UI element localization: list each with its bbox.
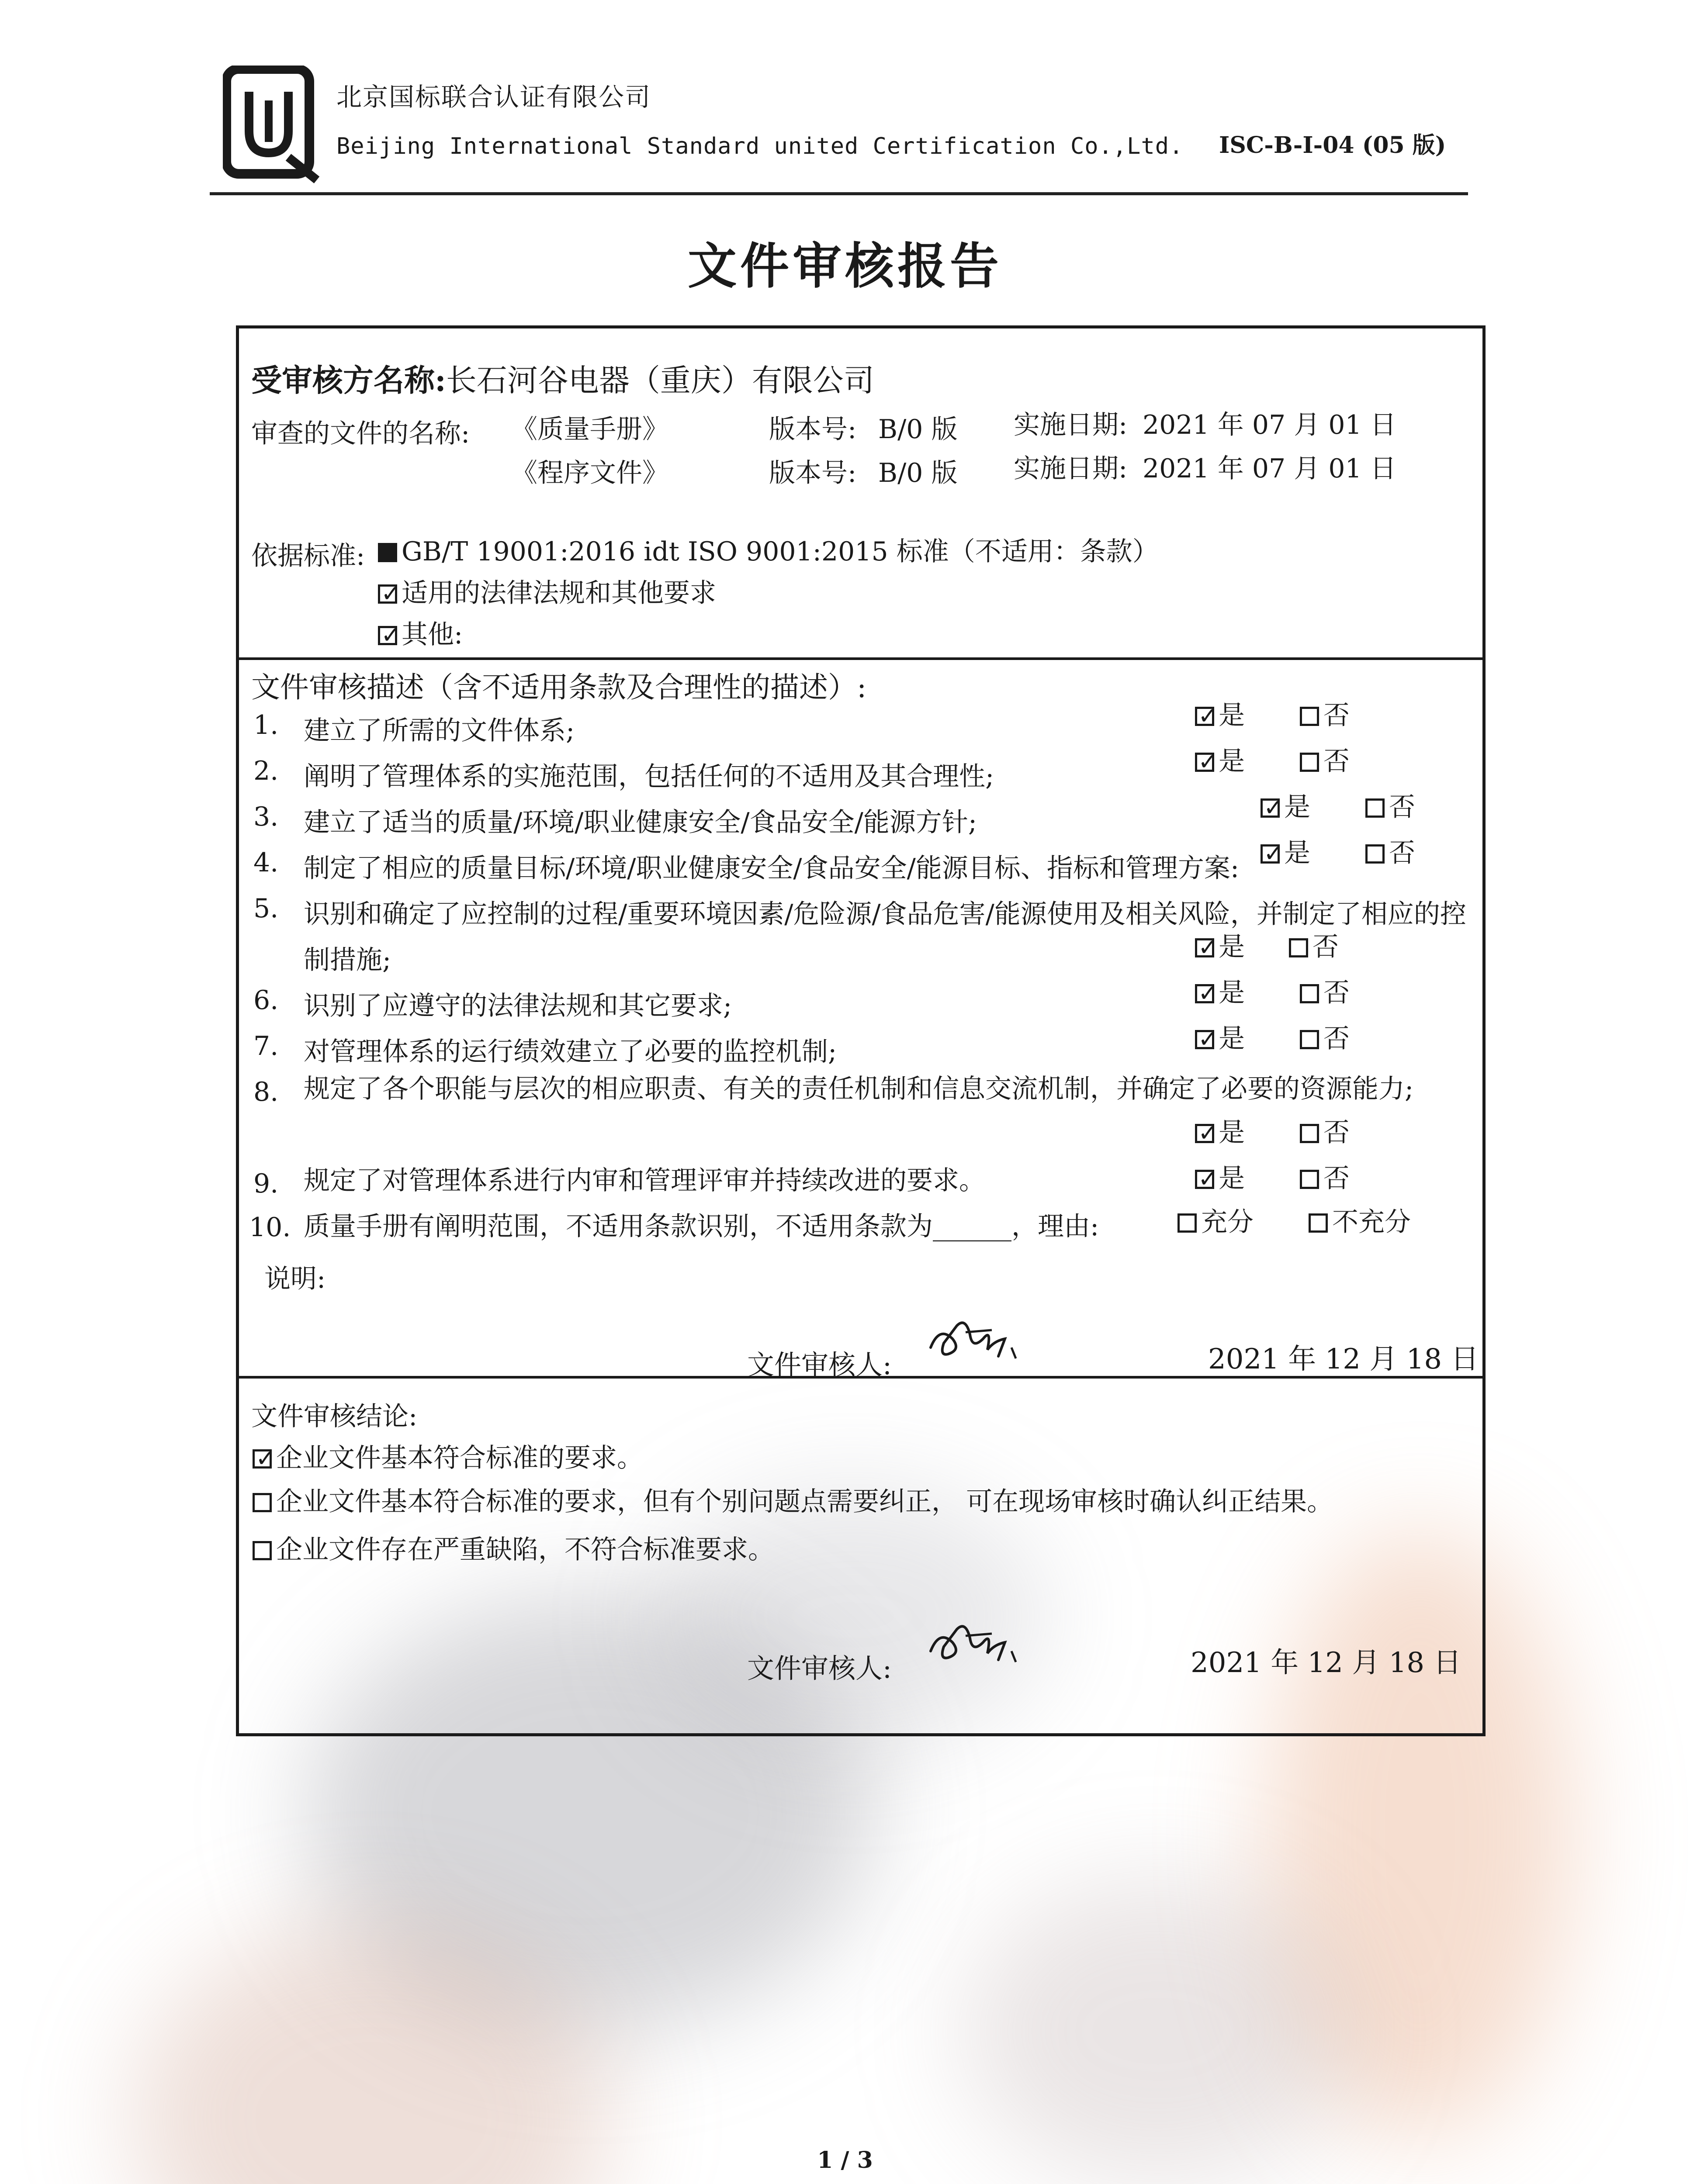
no-option: 否 [1289, 926, 1339, 964]
review-item-text: 对管理体系的运行绩效建立了必要的监控机制; [304, 1037, 837, 1067]
effective-date-label: 实施日期: [1014, 410, 1128, 440]
yes-option: ✓ 是 [1195, 740, 1245, 778]
checked-checkbox-icon [1195, 753, 1214, 772]
conclusion-heading: 文件审核结论: [251, 1401, 418, 1432]
empty-checkbox-icon [1300, 984, 1319, 1003]
empty-checkbox-icon [1300, 1170, 1319, 1189]
checked-checkbox-icon [1195, 1170, 1214, 1189]
review-item-num: 4. [253, 847, 279, 878]
version-value: B/0 版 [878, 458, 958, 488]
reviewer-label: 文件审核人: [747, 1652, 892, 1684]
review-item-num: 9. [253, 1168, 279, 1199]
empty-checkbox-icon [1289, 938, 1308, 957]
effective-date: 2021 年 07 月 01 日 [1143, 453, 1396, 484]
standard-row [378, 614, 463, 651]
empty-checkbox-icon [1300, 707, 1319, 726]
yes-option: ✓是 [1195, 1112, 1245, 1149]
reviewer-signature [922, 1308, 1022, 1369]
review-item-text: 建立了适当的质量/环境/职业健康安全/食品安全/能源方针; [304, 807, 977, 838]
empty-checkbox-icon [1300, 753, 1319, 772]
section-divider [236, 657, 1486, 660]
checked-checkbox-icon [1195, 707, 1214, 726]
review-item-text-cont: 制措施; [304, 945, 391, 975]
yes-option: ✓ 是 [1261, 786, 1310, 824]
empty-checkbox-icon [1309, 1213, 1328, 1233]
auditee-name: 长石河谷电器（重庆）有限公司 [446, 363, 874, 398]
review-item-text: 规定了各个职能与层次的相应职责、有关的责任机制和信息交流机制，并确定了必要的资源能力; [304, 1074, 1414, 1104]
yes-option: ✓ 是 [1195, 695, 1245, 732]
empty-checkbox-icon [1365, 798, 1385, 818]
review-item-num: 10. [249, 1212, 291, 1243]
conclusion-date: 2021 年 12 月 18 日 [1191, 1647, 1461, 1679]
auditee-label: 受审核方名称: [251, 362, 446, 398]
checked-checkbox-icon [1195, 1030, 1214, 1049]
empty-checkbox-icon [1300, 1124, 1319, 1143]
reviewer-label: 文件审核人: [747, 1349, 892, 1381]
checked-checkbox-icon [1195, 1124, 1214, 1143]
yes-option: ✓ 是 [1195, 926, 1245, 964]
review-item-num: 2. [253, 756, 279, 786]
scan-stain [961, 1878, 1354, 2184]
version-label: 版本号: [769, 458, 857, 488]
empty-checkbox-icon [1365, 844, 1385, 864]
isc-certification-logo [223, 66, 323, 183]
document-name: 《质量手册》 [511, 414, 668, 445]
header-divider [210, 192, 1468, 195]
version-value: B/0 版 [878, 414, 958, 445]
effective-date: 2021 年 07 月 01 日 [1143, 410, 1396, 440]
documents-label: 审查的文件的名称: [251, 418, 470, 449]
yes-option: ✓ 是 [1195, 1158, 1245, 1195]
checked-checkbox-icon [253, 1449, 272, 1469]
review-item-num: 5. [253, 893, 279, 924]
review-item-num: 7. [253, 1031, 279, 1061]
review-item-num: 3. [253, 802, 279, 832]
document-title: 文件审核报告 [688, 238, 1002, 295]
yes-option: ✓ 是 [1195, 1018, 1245, 1055]
review-item-text: 识别和确定了应控制的过程/重要环境因素/危险源/食品危害/能源使用及相关风险，并制定了相应的控 [304, 899, 1466, 930]
company-name-en: Beijing International Standard united Certification Co.,Ltd. [336, 133, 1184, 159]
empty-checkbox-icon [253, 1493, 272, 1512]
review-item-text: 阐明了管理体系的实施范围，包括任何的不适用及其合理性; [304, 761, 994, 792]
empty-checkbox-icon [1177, 1213, 1197, 1233]
empty-checkbox-icon [1300, 1030, 1319, 1049]
checked-checkbox-icon [378, 584, 397, 604]
checked-checkbox-icon [1195, 984, 1214, 1003]
checked-checkbox-icon [1195, 938, 1214, 957]
empty-checkbox-icon [253, 1541, 272, 1560]
no-option: 否 [1300, 740, 1350, 778]
review-item-text: 质量手册有阐明范围，不适用条款识别，不适用条款为______，理由: [304, 1211, 1099, 1242]
review-item-num: 8. [253, 1077, 279, 1107]
review-item-num: 6. [253, 985, 279, 1016]
review-item-text: 识别了应遵守的法律法规和其它要求; [304, 991, 732, 1021]
insufficient-option: 不充分 [1309, 1201, 1411, 1239]
no-option: 否 [1365, 832, 1415, 870]
standard-text: 适用的法律法规和其他要求 [402, 578, 716, 608]
version-label: 版本号: [769, 414, 857, 445]
effective-date-label: 实施日期: [1014, 453, 1128, 484]
standard-row [378, 572, 716, 610]
review-item-text: 建立了所需的文件体系; [304, 715, 575, 746]
standards-label: 依据标准: [251, 541, 365, 571]
document-code: ISC-B-I-04 (05 版) [1219, 132, 1446, 159]
conclusion-option: ✓企业文件基本符合标准的要求。 [253, 1437, 643, 1475]
document-name: 《程序文件》 [511, 458, 668, 488]
no-option: 否 [1300, 972, 1350, 1009]
sufficient-option: 充分 [1177, 1201, 1254, 1239]
company-name-cn: 北京国标联合认证有限公司 [336, 82, 651, 112]
auditee-row [251, 356, 874, 400]
conclusion-option: 企业文件基本符合标准的要求，但有个别问题点需要纠正， 可在现场审核时确认纠正结果。 [253, 1481, 1333, 1518]
standard-row [378, 531, 1159, 568]
conclusion-option: 企业文件存在严重缺陷，不符合标准要求。 [253, 1529, 774, 1566]
review-item-text: 规定了对管理体系进行内审和管理评审并持续改进的要求。 [304, 1165, 985, 1196]
yes-option: ✓ 是 [1261, 832, 1310, 870]
page-number: 1 / 3 [817, 2147, 873, 2174]
standard-text: 其他: [402, 619, 463, 650]
scan-stain [131, 1922, 612, 2184]
yes-option: ✓ 是 [1195, 972, 1245, 1009]
standard-text: GB/T 19001:2016 idt ISO 9001:2015 标准（不适用：条款） [402, 536, 1159, 567]
review-heading: 文件审核描述（含不适用条款及合理性的描述）: [251, 670, 867, 704]
no-option: 否 [1300, 1158, 1350, 1195]
checked-checkbox-icon [1261, 844, 1280, 864]
review-item-num: 1. [253, 710, 279, 740]
no-option: 否 [1300, 695, 1350, 732]
no-option: 否 [1300, 1018, 1350, 1055]
review-item-text: 制定了相应的质量目标/环境/职业健康安全/食品安全/能源目标、指标和管理方案: [304, 853, 1240, 884]
filled-checkbox-icon [378, 543, 397, 562]
checked-checkbox-icon [1261, 798, 1280, 818]
review-date: 2021 年 12 月 18 日 [1208, 1343, 1479, 1375]
no-option: 否 [1300, 1112, 1350, 1149]
reviewer-signature [922, 1612, 1022, 1673]
no-option: 否 [1365, 786, 1415, 824]
checked-checkbox-icon [378, 626, 397, 645]
note-label: 说明: [264, 1264, 326, 1294]
